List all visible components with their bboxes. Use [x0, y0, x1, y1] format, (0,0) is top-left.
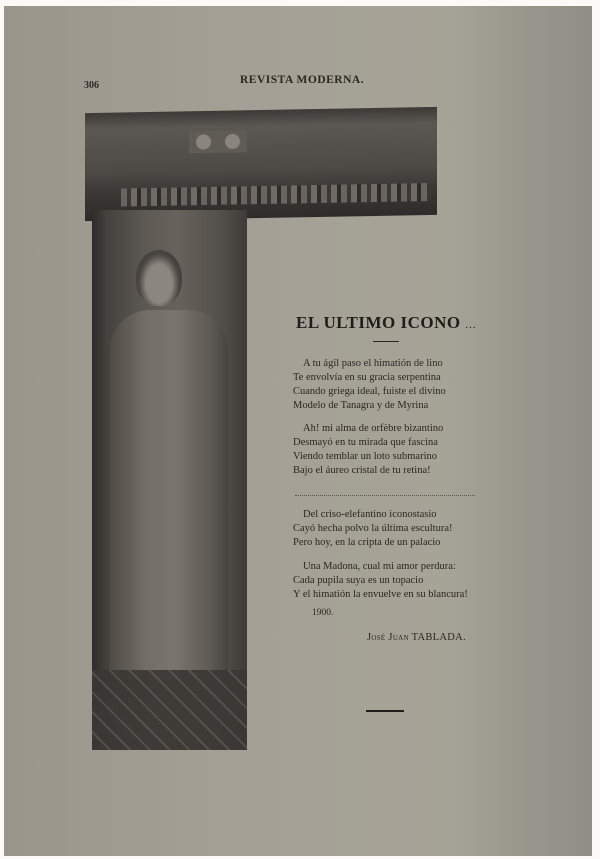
woman-robed-figure	[110, 310, 228, 680]
verse-line: A tu ágil paso el himatión de lino	[303, 358, 443, 369]
verse-line: Desmayó en tu mirada que fascina	[293, 437, 438, 448]
figure-panel	[92, 210, 247, 750]
verse-line: Te envolvía en su gracia serpentina	[293, 372, 441, 383]
woman-head	[136, 250, 182, 306]
stanza-2	[293, 422, 443, 478]
stanza-3	[293, 508, 453, 550]
verse-line: Del criso-elefantino iconostasio	[303, 509, 437, 520]
verse-line: Cayó hecha polvo la última escultura!	[293, 523, 453, 534]
verse-line: Pero hoy, en la cripta de un palacio	[293, 537, 441, 548]
verse-line: Viendo temblar un loto submarino	[293, 451, 438, 462]
page-number: 306	[84, 80, 99, 91]
verse-line: Bajo el áureo cristal de tu retina!	[293, 465, 431, 476]
greek-key-frieze	[121, 183, 431, 206]
poem-year: 1900.	[312, 608, 334, 618]
poem-author: José Juan TABLADA.	[367, 632, 466, 643]
verse-line: Cada pupila suya es un topacio	[293, 575, 424, 586]
title-ellipsis: ...	[465, 319, 477, 331]
stanza-1	[293, 357, 446, 413]
dotted-separator	[295, 495, 475, 496]
verse-line: Modelo de Tanagra y de Myrina	[293, 400, 429, 411]
running-head: REVISTA MODERNA.	[240, 74, 365, 86]
title-text: EL ULTIMO ICONO	[296, 313, 461, 332]
verse-line: Una Madona, cual mi amor perdura:	[303, 561, 456, 572]
tiled-floor	[92, 670, 247, 750]
poem-title	[296, 313, 477, 333]
verse-line: Y el himatión la envuelve en su blancura!	[293, 589, 468, 600]
verse-line: Ah! mi alma de orfèbre bizantino	[303, 423, 444, 434]
ionic-capital	[189, 130, 247, 153]
end-rule	[366, 710, 404, 712]
verse-line: Cuando griega ideal, fuiste el divino	[293, 386, 446, 397]
title-rule	[373, 341, 399, 342]
colonnade-lintel	[85, 107, 437, 221]
stanza-4	[293, 560, 468, 602]
